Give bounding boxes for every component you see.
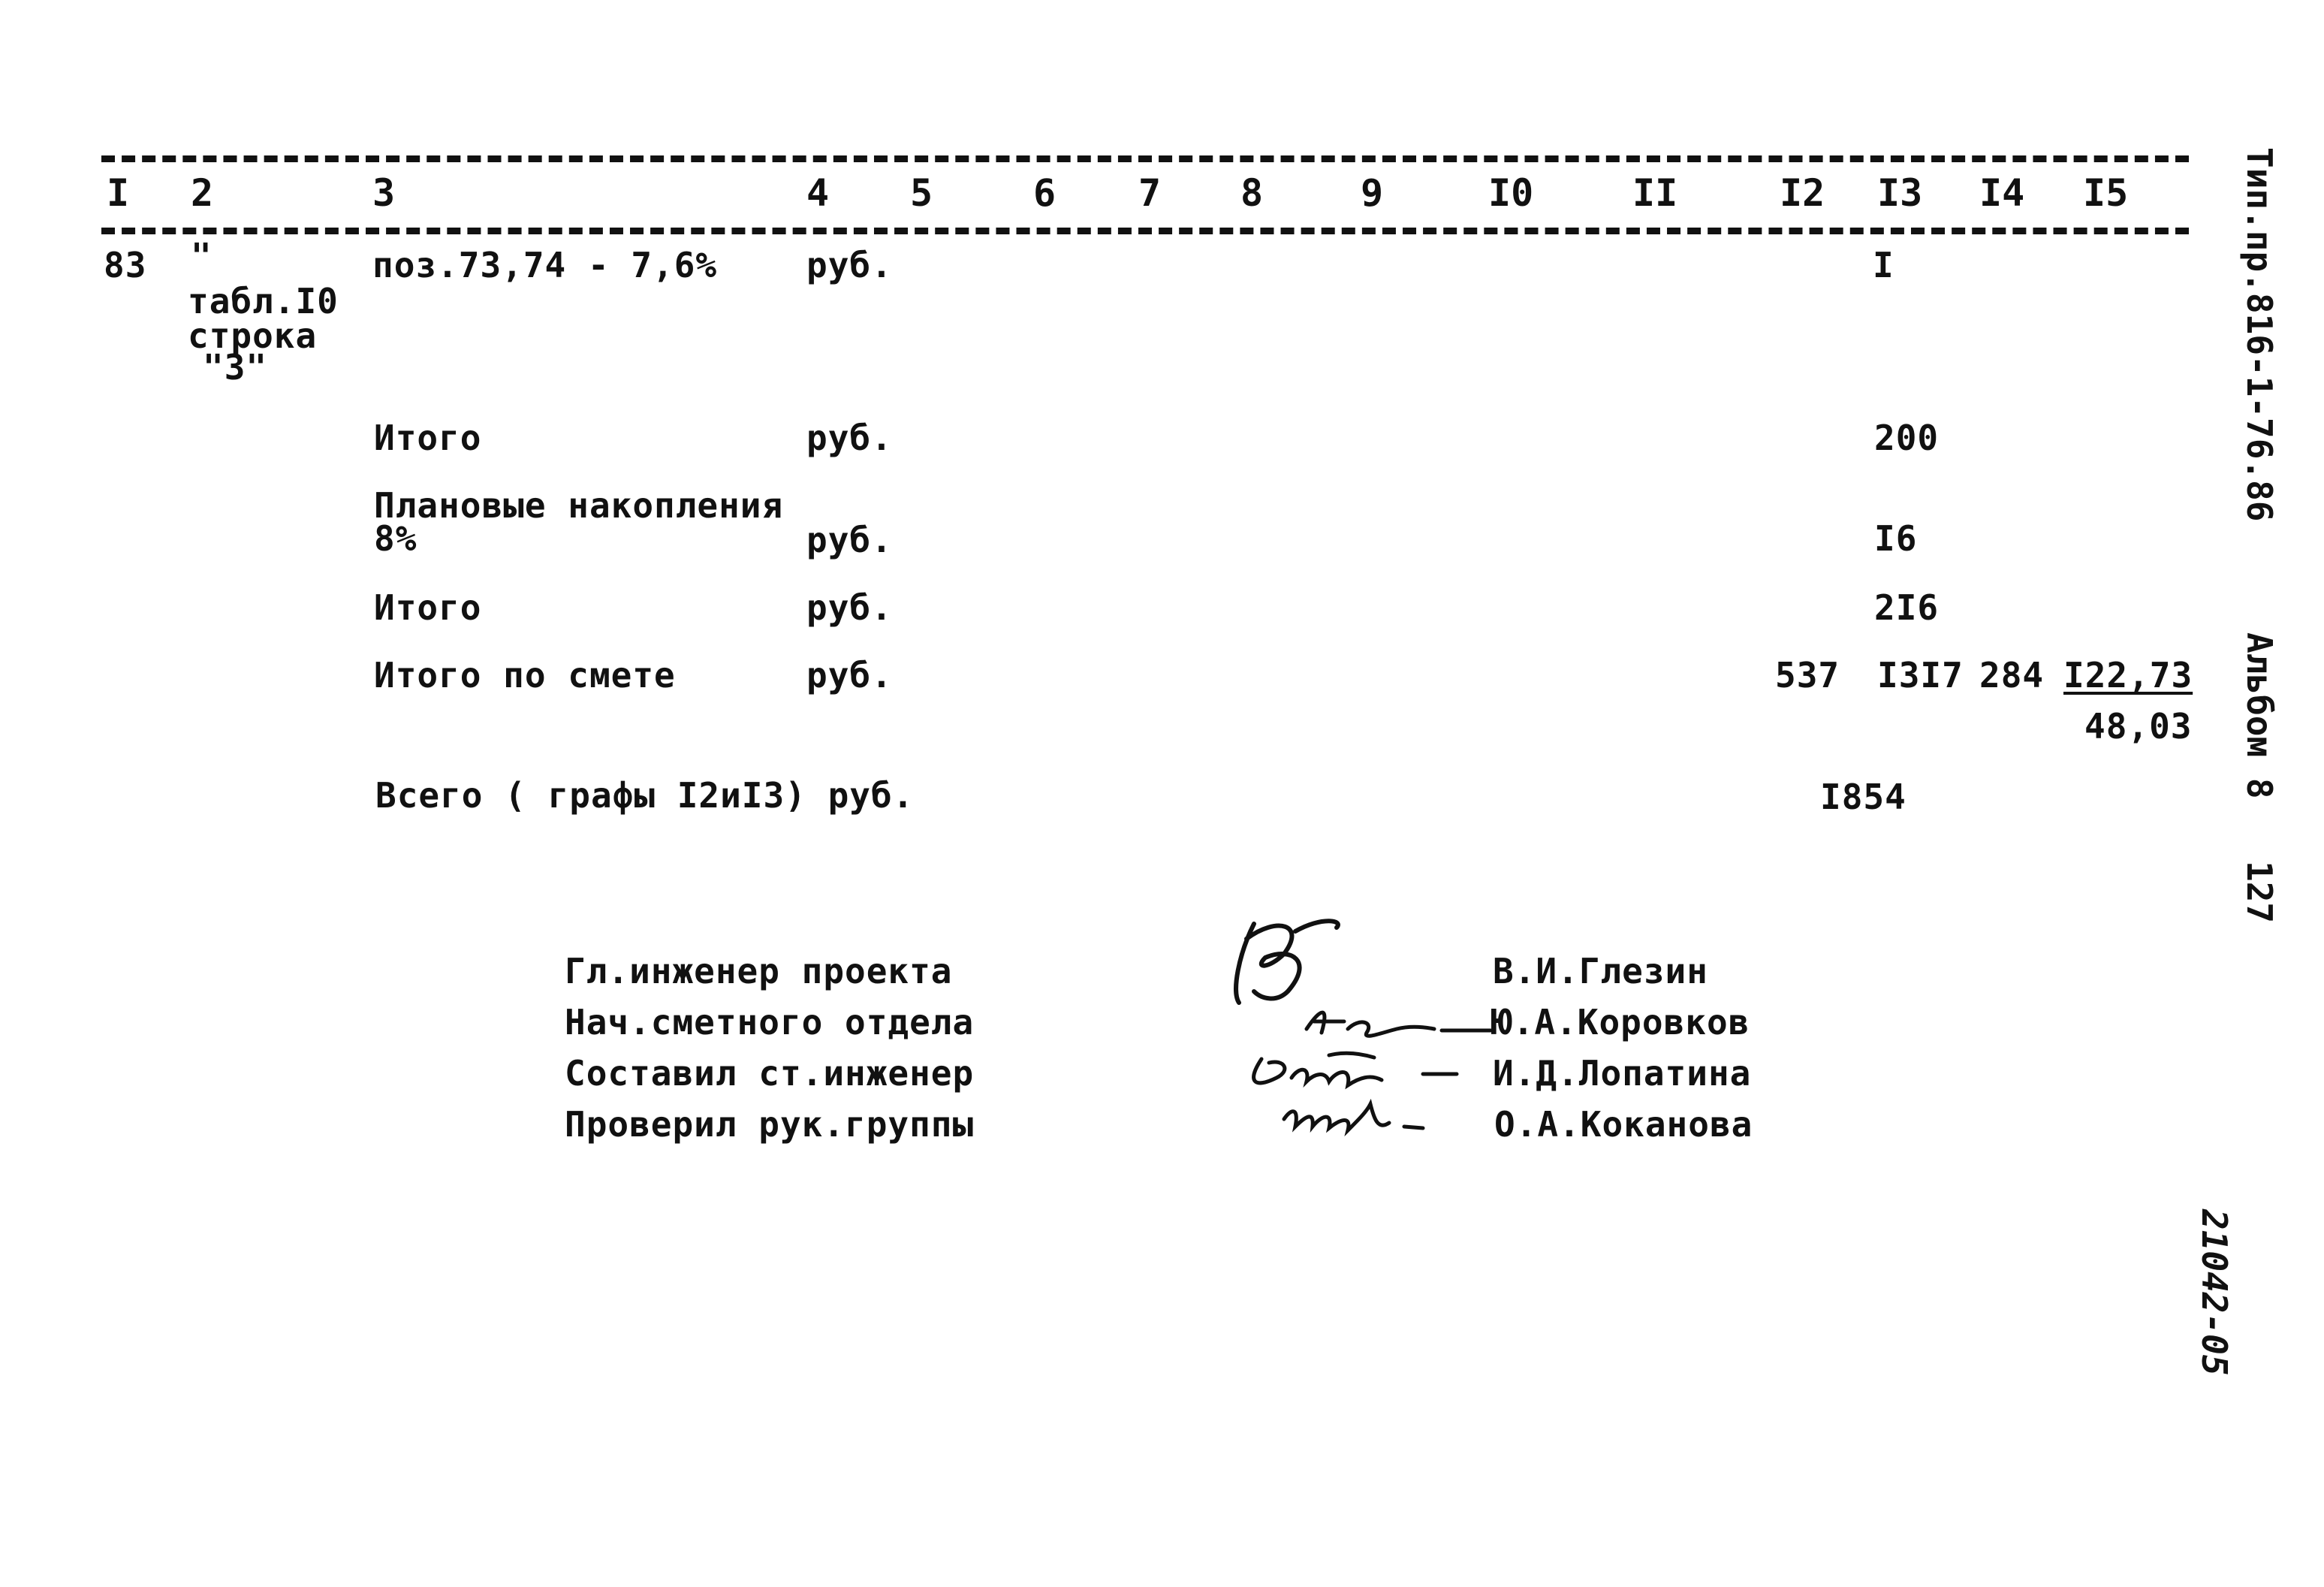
item-unit: руб.: [806, 245, 893, 285]
header-bottom-rule: [101, 228, 2189, 234]
col-header-6: 6: [1033, 171, 1057, 215]
col-header-1: I: [107, 171, 130, 215]
signer-role: Нач.сметного отдела: [565, 1002, 975, 1042]
item-unit: руб.: [806, 655, 893, 695]
source-ditto-mark: ": [191, 236, 213, 276]
col-header-4: 4: [806, 171, 830, 215]
item-name: Итого по смете: [374, 655, 676, 695]
col13-value: 200: [1874, 418, 1940, 458]
signer-name: О.А.Коканова: [1494, 1104, 1753, 1145]
col-header-9: 9: [1361, 171, 1384, 215]
col13-value: 2I6: [1874, 587, 1940, 628]
item-unit: руб.: [806, 587, 893, 628]
col15-value-top: I22,73: [2063, 655, 2193, 695]
col-header-10: I0: [1488, 171, 1534, 215]
handwritten-signature: [1269, 1089, 1434, 1142]
handwritten-signature: [1224, 909, 1359, 1014]
item-unit: руб.: [806, 520, 893, 560]
col-header-11: II: [1632, 171, 1678, 215]
signer-role: Гл.инженер проекта: [565, 951, 953, 991]
grand-total-value: I854: [1820, 777, 1907, 817]
col-header-15: I5: [2083, 171, 2129, 215]
signer-role: Проверил рук.группы: [565, 1104, 975, 1145]
col-header-13: I3: [1877, 171, 1923, 215]
source-line: табл.I0: [188, 281, 339, 321]
document-code-label: Тип.пр.816-1-76.86: [2239, 147, 2280, 522]
item-name: Плановые накопления: [374, 485, 784, 526]
source-line: строка: [188, 315, 318, 356]
row-number: 83: [104, 245, 147, 285]
page-number-label: 127: [2239, 861, 2280, 924]
archive-number-label: 21042-05: [2194, 1209, 2235, 1376]
col-header-5: 5: [910, 171, 933, 215]
item-name: поз.73,74 - 7,6%: [372, 245, 718, 285]
grand-total-label: Всего ( графы I2иI3) руб.: [375, 775, 915, 816]
item-name-percent: 8%: [374, 518, 417, 559]
signer-name: В.И.Глезин: [1493, 951, 1708, 991]
col14-value: 284: [1979, 655, 2045, 695]
col-header-7: 7: [1138, 171, 1162, 215]
col13-value: I6: [1874, 518, 1918, 559]
album-label: Альбом 8: [2239, 632, 2280, 799]
top-rule: [101, 155, 2189, 162]
signer-role: Составил ст.инженер: [565, 1053, 975, 1094]
item-unit: руб.: [806, 418, 893, 458]
item-name: Итого: [374, 587, 482, 628]
col-header-14: I4: [1979, 171, 2025, 215]
signer-name: И.Д.Лопатина: [1493, 1053, 1752, 1094]
col15-value-bottom: 48,03: [2084, 706, 2193, 747]
col13-value: I: [1873, 245, 1894, 285]
signer-name: Ю.А.Коровков: [1491, 1002, 1750, 1042]
col12-value: 537: [1775, 655, 1840, 695]
col-header-8: 8: [1240, 171, 1264, 215]
col-header-3: 3: [372, 171, 396, 215]
col-header-12: I2: [1780, 171, 1825, 215]
col-header-2: 2: [191, 171, 214, 215]
item-name: Итого: [374, 418, 482, 458]
source-line: "3": [203, 347, 268, 388]
col13-value: I3I7: [1877, 655, 1964, 695]
